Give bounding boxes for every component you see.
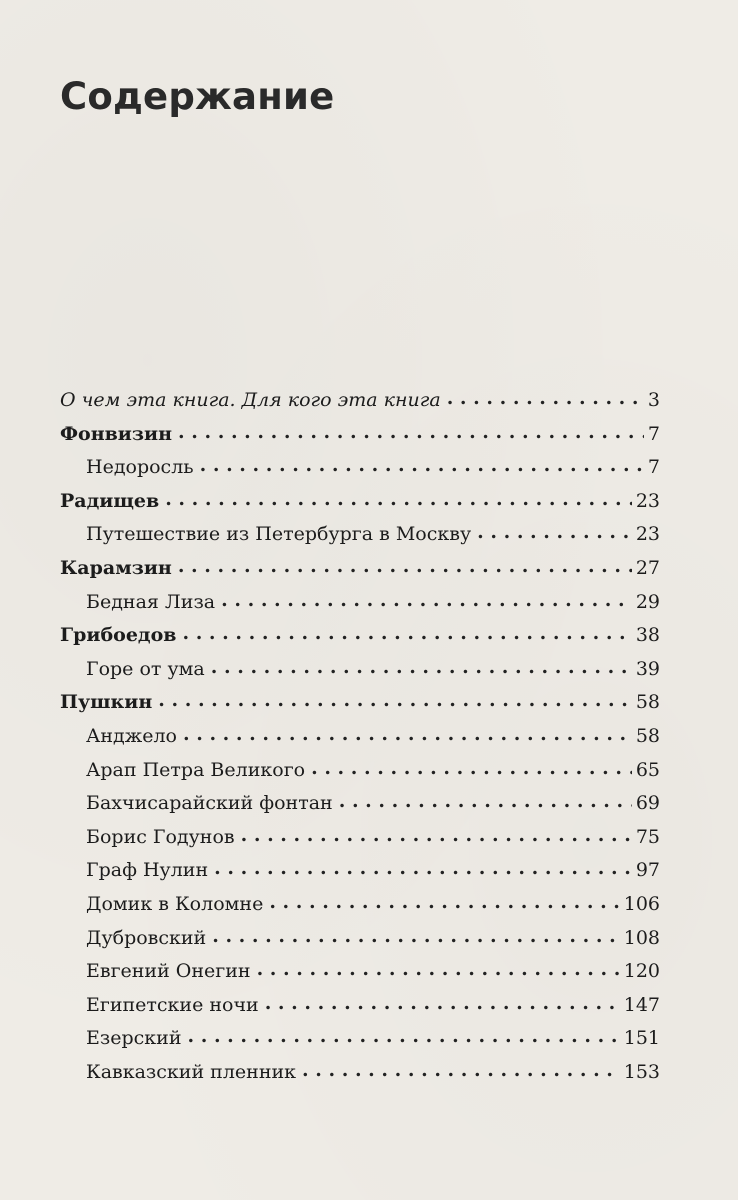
- toc-entry-title: Евгений Онегин: [86, 960, 251, 983]
- toc-entry-title: Бедная Лиза: [86, 590, 216, 613]
- toc-section: [60, 485, 660, 519]
- toc-entry-page: 69: [635, 792, 660, 815]
- toc-list: [60, 384, 660, 1089]
- toc-entry-title: О чем эта книга. Для кого эта книга: [60, 389, 441, 411]
- dot-leader: [241, 819, 632, 853]
- toc-section: [60, 686, 660, 720]
- dot-leader: [477, 516, 632, 550]
- toc-entry: [60, 451, 660, 485]
- toc-entry: [60, 1056, 660, 1090]
- dot-leader: [212, 920, 620, 954]
- toc-entry: [60, 653, 660, 687]
- toc-entry-page: 38: [635, 624, 660, 647]
- toc-entry-page: 65: [635, 758, 660, 781]
- toc-entry-title: Домик в Коломне: [86, 892, 264, 915]
- toc-entry-page: 151: [623, 1027, 660, 1050]
- dot-leader: [178, 416, 644, 450]
- toc-entry-page: 147: [623, 993, 660, 1016]
- dot-leader: [447, 382, 644, 416]
- toc-section: [60, 552, 660, 586]
- toc-entry-title: Граф Нулин: [86, 859, 209, 882]
- toc-entry-page: 7: [647, 422, 660, 445]
- toc-entry-page: 29: [635, 590, 660, 613]
- toc-section-title: Фонвизин: [60, 422, 173, 445]
- toc-entry: [60, 586, 660, 620]
- page-title: Содержание: [60, 75, 335, 118]
- dot-leader: [183, 718, 632, 752]
- toc-entry-page: 27: [635, 556, 660, 579]
- toc-entry: [60, 518, 660, 552]
- toc-entry-page: 23: [635, 489, 660, 512]
- toc-section: [60, 619, 660, 653]
- toc-page: [60, 72, 660, 1083]
- toc-section-title: Пушкин: [60, 691, 153, 714]
- toc-entry: [60, 854, 660, 888]
- dot-leader: [265, 987, 620, 1021]
- dot-leader: [302, 1054, 620, 1088]
- toc-entry: [60, 888, 660, 922]
- toc-entry: [60, 989, 660, 1023]
- toc-entry: [60, 955, 660, 989]
- toc-entry-title: Кавказский пленник: [86, 1060, 297, 1083]
- toc-entry: [60, 821, 660, 855]
- dot-leader: [182, 617, 631, 651]
- toc-entry-title: Дубровский: [86, 926, 207, 949]
- toc-entry-page: 108: [623, 926, 660, 949]
- toc-entry-title: Горе от ума: [86, 657, 205, 680]
- dot-leader: [211, 651, 632, 685]
- toc-entry-page: 7: [647, 456, 660, 479]
- toc-entry-title: Анджело: [86, 724, 177, 747]
- dot-leader: [165, 483, 632, 517]
- dot-leader: [178, 550, 632, 584]
- dot-leader: [158, 684, 632, 718]
- toc-section-title: Радищев: [60, 489, 160, 512]
- toc-entry-title: Арап Петра Великого: [86, 758, 306, 781]
- toc-entry-page: 58: [635, 691, 660, 714]
- dot-leader: [214, 852, 632, 886]
- toc-section-title: Грибоедов: [60, 624, 177, 647]
- dot-leader: [187, 1020, 619, 1054]
- toc-entry-page: 3: [647, 389, 660, 411]
- dot-leader: [221, 584, 632, 618]
- toc-entry: [60, 787, 660, 821]
- toc-section-title: Карамзин: [60, 556, 172, 579]
- toc-entry-page: 106: [623, 892, 660, 915]
- toc-entry-page: 39: [635, 657, 660, 680]
- dot-leader: [311, 752, 632, 786]
- dot-leader: [269, 886, 619, 920]
- toc-entry-page: 58: [635, 724, 660, 747]
- toc-section: [60, 418, 660, 452]
- toc-entry: [60, 922, 660, 956]
- toc-entry-page: 120: [623, 960, 660, 983]
- toc-entry-title: Бахчисарайский фонтан: [86, 792, 333, 815]
- toc-entry: [60, 384, 660, 418]
- dot-leader: [200, 449, 644, 483]
- toc-entry-page: 153: [623, 1060, 660, 1083]
- toc-entry: [60, 754, 660, 788]
- dot-leader: [339, 785, 632, 819]
- toc-entry: [60, 720, 660, 754]
- toc-entry-page: 23: [635, 523, 660, 546]
- toc-entry-title: Недоросль: [86, 456, 194, 479]
- toc-entry: [60, 1022, 660, 1056]
- toc-entry-page: 75: [635, 825, 660, 848]
- dot-leader: [257, 953, 620, 987]
- toc-entry-title: Путешествие из Петербурга в Москву: [86, 523, 472, 546]
- toc-entry-page: 97: [635, 859, 660, 882]
- toc-entry-title: Египетские ночи: [86, 993, 259, 1016]
- toc-entry-title: Езерский: [86, 1027, 182, 1050]
- toc-entry-title: Борис Годунов: [86, 825, 235, 848]
